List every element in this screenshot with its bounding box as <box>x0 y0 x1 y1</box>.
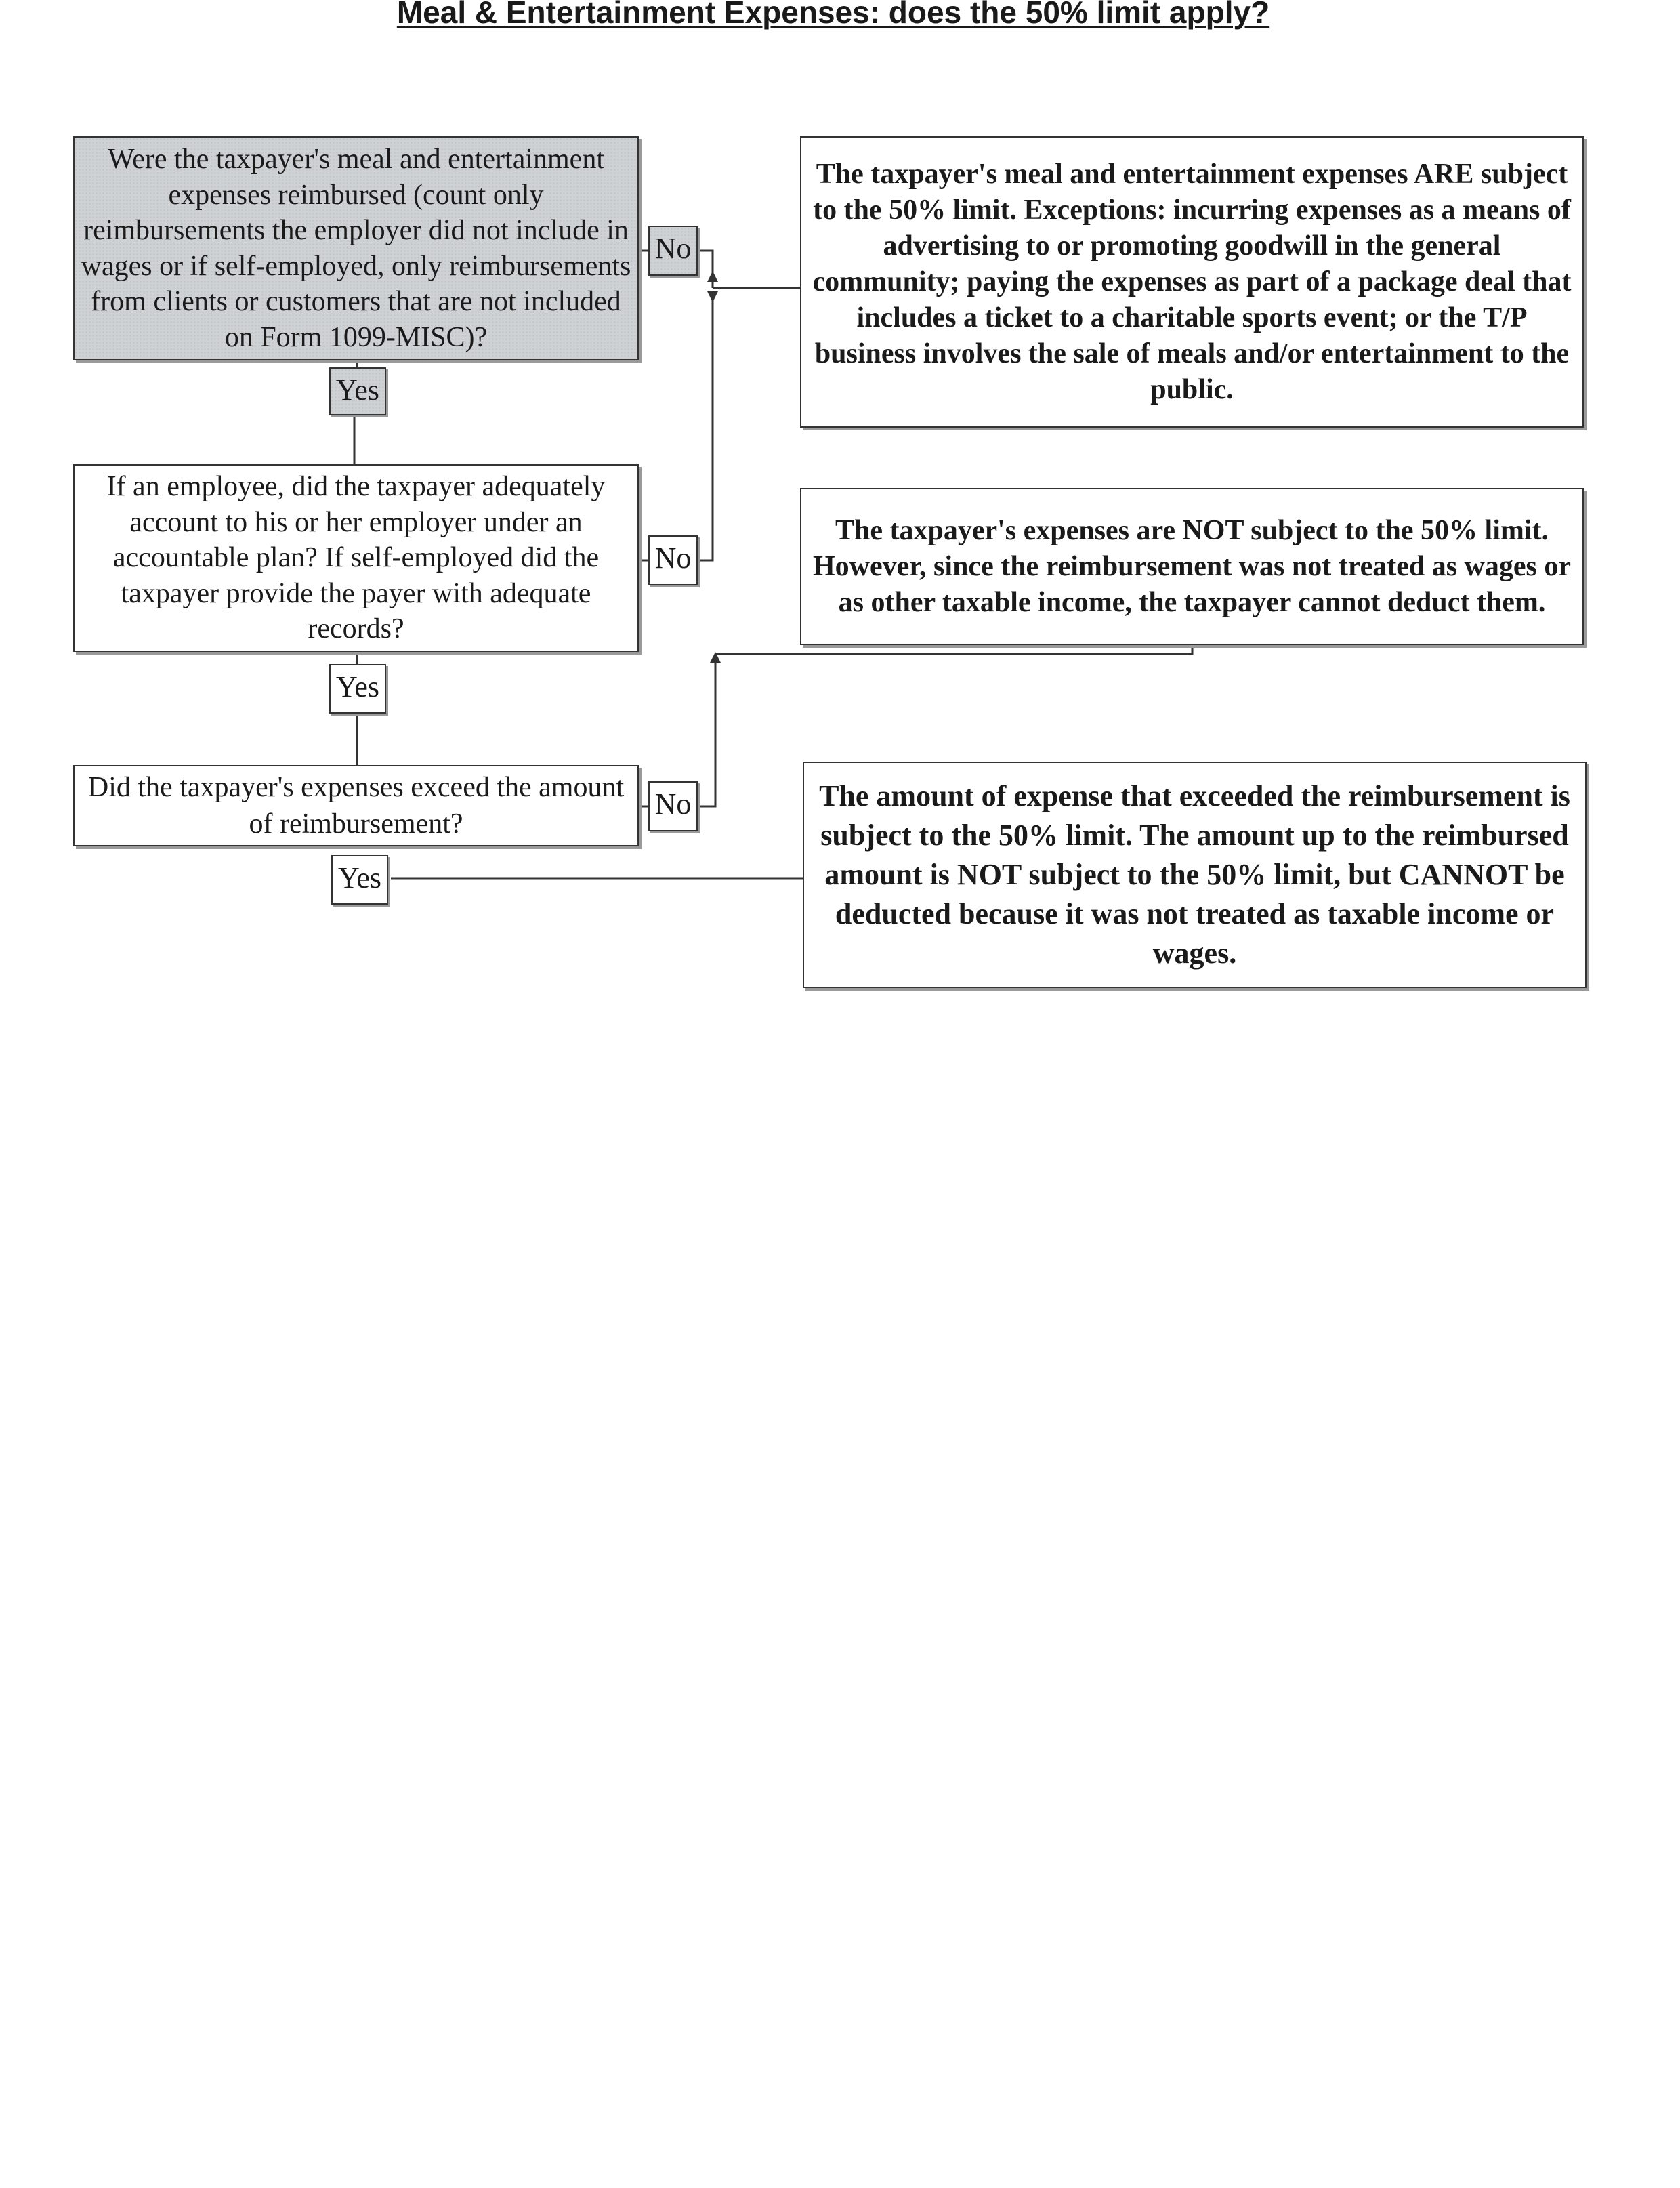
question-3-no-label: No <box>648 781 698 831</box>
question-1-no-label: No <box>648 226 698 276</box>
question-2-no-label: No <box>648 535 698 585</box>
question-3-yes-label: Yes <box>331 855 388 905</box>
question-2-text: If an employee, did the taxpayer adequately account to his or her employer under an accountable plan? If self-employed did the taxpayer provide the payer with adequate records? <box>106 471 606 645</box>
outcome-3-text: The amount of expense that exceeded the reimbursement is subject to the 50% limit. The amount up to the reimbursed amount is NOT subject to the 50% limit, but CANNOT be deducted because it was not treated as taxable income or wages. <box>819 779 1570 970</box>
outcome-3-box <box>803 762 1587 988</box>
question-1-box <box>73 136 639 360</box>
question-2-box <box>73 464 639 652</box>
connector-no3 <box>698 663 715 806</box>
connector-no1 <box>698 251 713 288</box>
question-1-yes-label: Yes <box>329 367 386 415</box>
arrowhead-up-collector <box>707 291 718 302</box>
question-3-text: Did the taxpayer's expenses exceed the amount of reimbursement? <box>87 772 625 840</box>
outcome-2-box <box>800 488 1584 645</box>
question-1-text: Were the taxpayer's meal and entertainment expenses reimbursed (count only reimbursements the employer did not include in wages or if self-employed, only reimbursements from clients or customers that are not included on Form 1099-MISC)? <box>81 144 631 353</box>
outcome-1-text: The taxpayer's meal and entertainment expenses ARE subject to the 50% limit. Exceptions: incurring expenses as a means of advertising to or promoting goodwill in the general community; paying the expenses as part of a package deal that includes a ticket to a charitable sports event; or the T/P business involves the sale of meals and/or entertainment to the public. <box>812 158 1572 405</box>
question-2-yes-label: Yes <box>329 664 386 714</box>
question-3-box <box>73 765 639 846</box>
connector-no2 <box>698 295 713 560</box>
page-title: Meal & Entertainment Expenses: does the 50% limit apply? <box>396 0 1270 30</box>
outcome-1-box <box>800 136 1584 428</box>
outcome-2-text: The taxpayer's expenses are NOT subject to the 50% limit. However, since the reimbursement was not treated as wages or as other taxable income, the taxpayer cannot deduct them. <box>812 514 1572 618</box>
arrowhead-down-collector <box>707 271 718 282</box>
connector-to-outcome-2 <box>715 645 1192 654</box>
